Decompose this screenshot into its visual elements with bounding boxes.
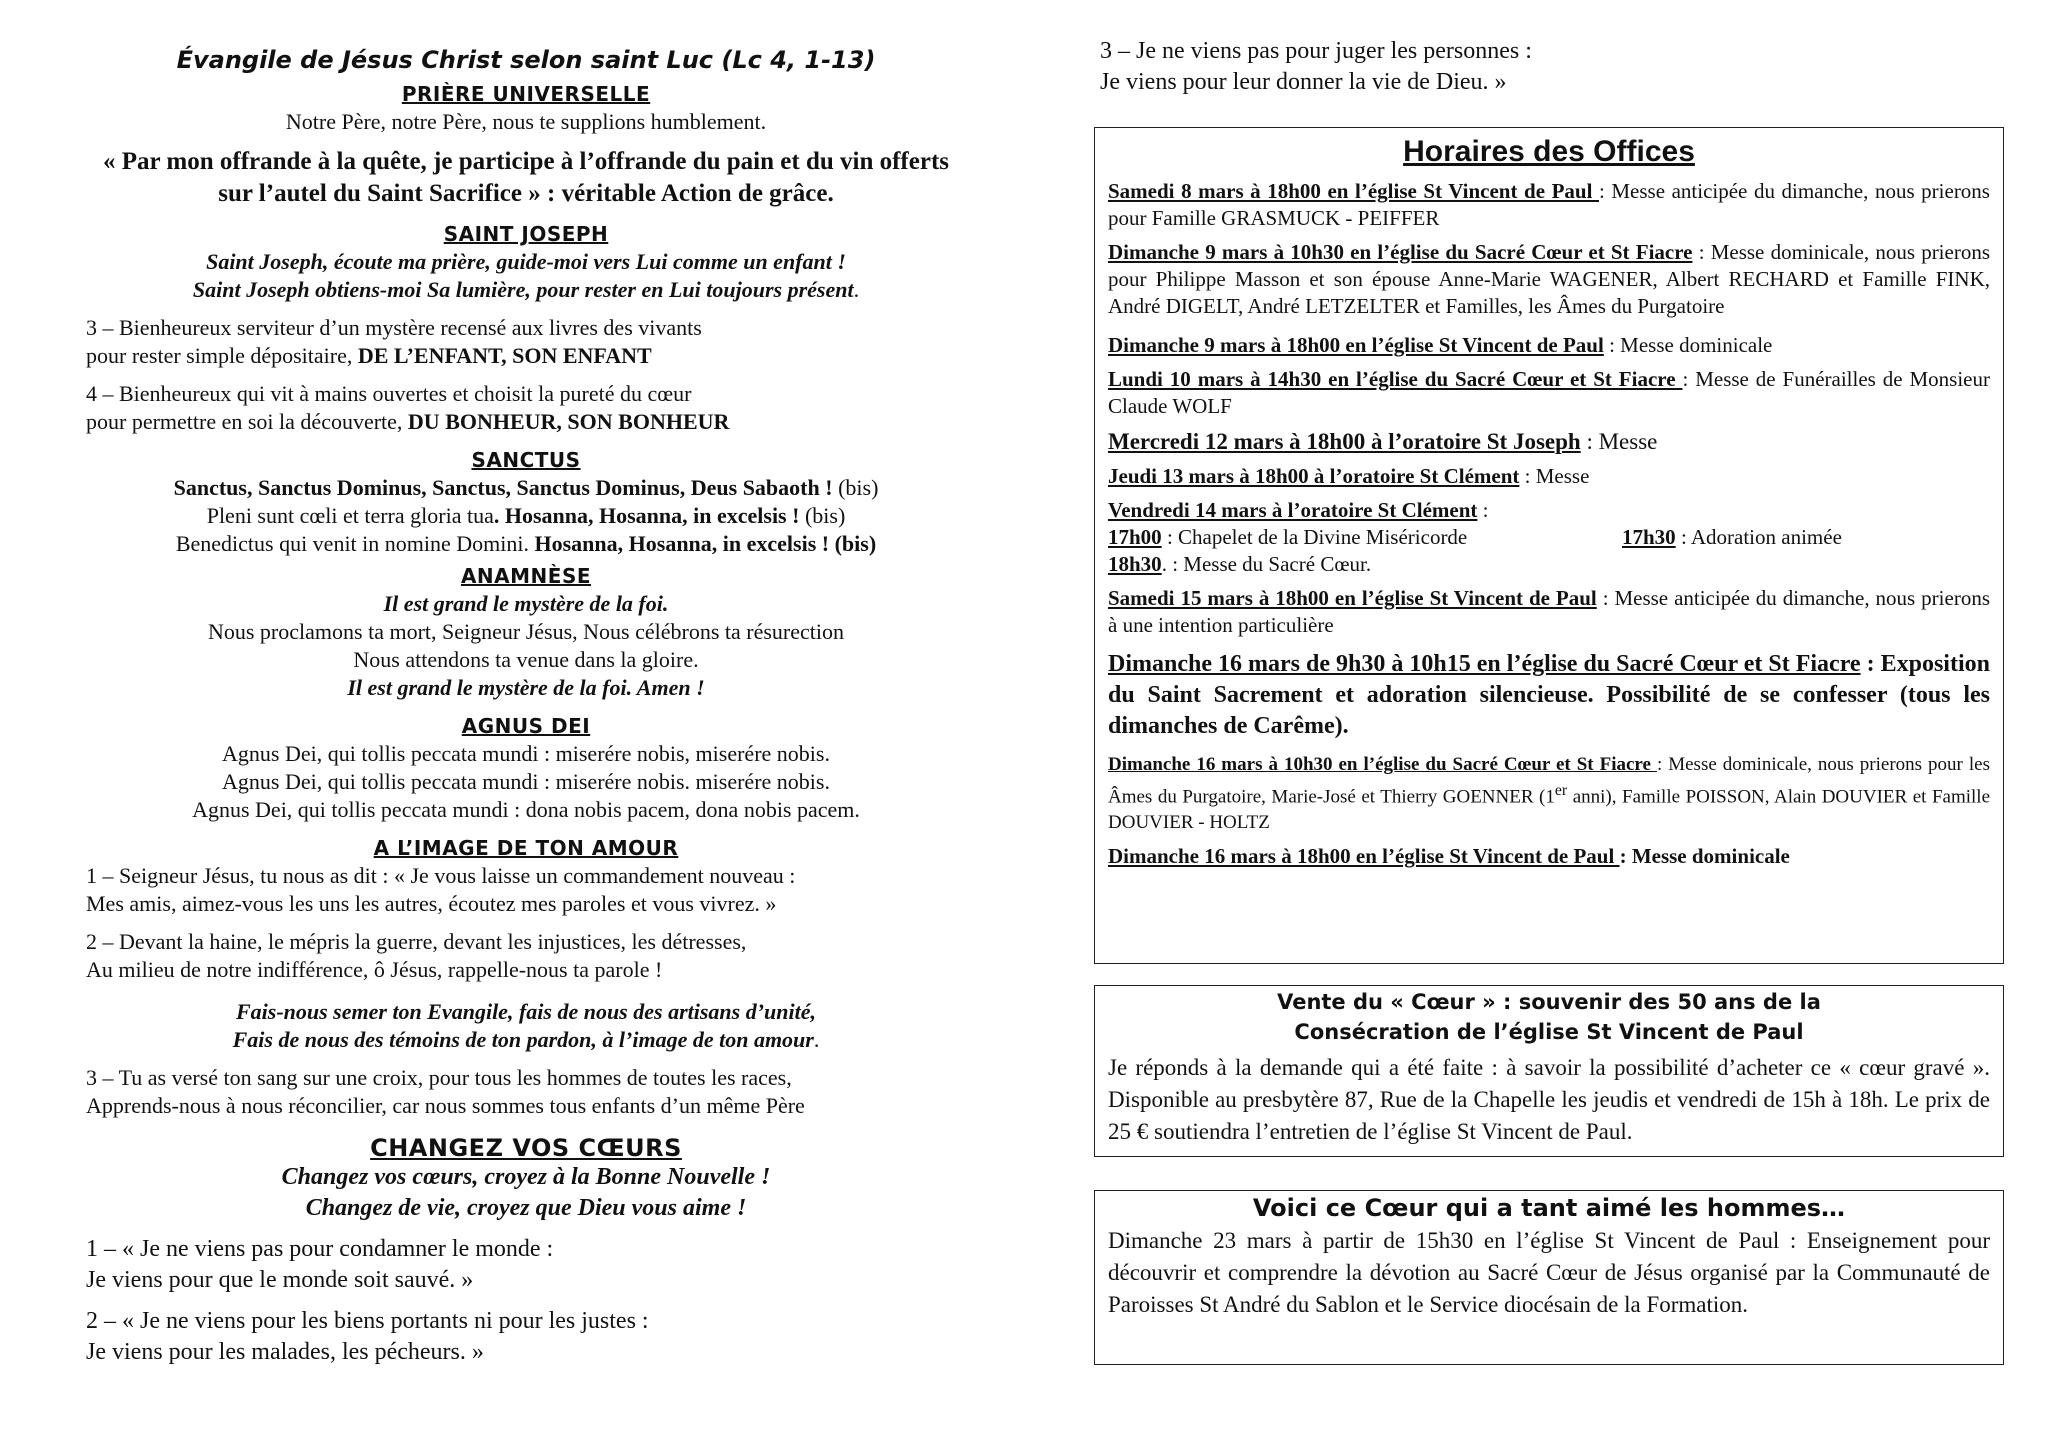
- image-header: A L’IMAGE DE TON AMOUR: [373, 836, 679, 860]
- office-entry-7-t2-text: : Adoration animée: [1675, 525, 1842, 549]
- vente-header-2: Consécration de l’église St Vincent de Paul: [1294, 1020, 1804, 1044]
- office-entry-6-when: Jeudi 13 mars à 18h00 à l’oratoire St Clément: [1108, 464, 1520, 488]
- joseph-verse-4-b-text: pour permettre en soi la découverte,: [86, 409, 408, 434]
- priere-header: PRIÈRE UNIVERSELLE: [401, 82, 651, 106]
- office-entry-6-text: : Messe: [1519, 464, 1590, 488]
- anamnese-line-4: Il est grand le mystère de la foi. Amen !: [347, 675, 705, 700]
- sanctus-line-2: [86, 502, 966, 530]
- office-entry-7-t2: 17h30: [1622, 525, 1676, 549]
- joseph-verse-4-b-bold: DU BONHEUR, SON BONHEUR: [407, 409, 730, 434]
- office-entry-10-when: Dimanche 16 mars à 10h30 en l’église du Sacré Cœur et St Fiacre: [1108, 754, 1657, 775]
- anamnese-line-3: Nous attendons ta venue dans la gloire.: [353, 647, 699, 672]
- image-verse-1-a: 1 – Seigneur Jésus, tu nous as dit : « Je vous laisse un commandement nouveau :: [86, 863, 796, 888]
- joseph-line-2-end: .: [853, 277, 860, 302]
- changez-verse-1: [86, 1234, 966, 1296]
- office-entry-1-text: : Messe anticipée du dimanche, nous prierons pour Famille GRASMUCK - PEIFFER: [1108, 179, 1990, 230]
- anamnese-line-1: Il est grand le mystère de la foi.: [383, 591, 669, 616]
- joseph-line-2: [86, 276, 966, 304]
- joseph-header: SAINT JOSEPH: [443, 222, 609, 246]
- priere-line: Notre Père, notre Père, nous te supplions humblement.: [285, 109, 767, 134]
- office-entry-4: [1108, 366, 1990, 420]
- office-entry-4-text: : Messe de Funérailles de Monsieur Claude WOLF: [1108, 367, 1990, 418]
- office-entry-8: [1108, 585, 1990, 639]
- office-entry-7-head: [1108, 497, 1990, 524]
- office-entry-7-t3: 18h30: [1108, 552, 1162, 576]
- office-entry-7-t1-text: : Chapelet de la Divine Miséricorde: [1161, 525, 1468, 549]
- sanctus-line-3-bold: Hosanna, Hosanna, in excelsis ! (bis): [534, 531, 877, 556]
- office-entry-10-sup: er: [1554, 782, 1568, 799]
- joseph-line-2-text: Saint Joseph obtiens-moi Sa lumière, pour rester en Lui toujours présent: [192, 277, 854, 302]
- image-verse-2-a: 2 – Devant la haine, le mépris la guerre, devant les injustices, les détresses,: [86, 929, 747, 954]
- voici-body: Dimanche 23 mars à partir de 15h30 en l’église St Vincent de Paul : Enseignement pour découvrir et comprendre la dévotion au Sacré Cœur de Jésus organisé par la Communauté de Paroisses St André du Sablon et le Service diocésain de la Formation.: [1108, 1228, 1990, 1317]
- anamnese-header: ANAMNÈSE: [460, 564, 592, 588]
- vente-header-1: Vente du « Cœur » : souvenir des 50 ans de la: [1277, 990, 1821, 1014]
- sanctus-line-2-end: (bis): [799, 503, 846, 528]
- agnus-header: AGNUS DEI: [461, 714, 591, 738]
- office-entry-7-time-1: [1108, 524, 1622, 551]
- office-entry-8-text: : Messe anticipée du dimanche, nous prierons à une intention particulière: [1108, 586, 1990, 637]
- changez-verse-2: [86, 1306, 966, 1368]
- vente-body: Je réponds à la demande qui a été faite : à savoir la possibilité d’acheter ce « cœur gravé ». Disponible au presbytère 87, Rue de la Chapelle les jeudis et vendredi de 15h à 18h. Le prix de 25 € soutiendra l’entretien de l’église St Vincent de Paul.: [1108, 1055, 1990, 1144]
- office-entry-7-t3-text: . : Messe du Sacré Cœur.: [1161, 552, 1372, 576]
- joseph-verse-3-a: 3 – Bienheureux serviteur d’un mystère recensé aux livres des vivants: [86, 315, 702, 340]
- image-refrain-2-text: Fais de nous des témoins de ton pardon, à l’image de ton amour: [232, 1027, 814, 1052]
- sanctus-line-1: [86, 474, 966, 502]
- office-entry-1: [1108, 178, 1990, 232]
- joseph-verse-4: [86, 380, 966, 436]
- changez-verse-3-b: Je viens pour leur donner la vie de Dieu. »: [1100, 69, 1507, 95]
- anamnese-line-2: Nous proclamons ta mort, Seigneur Jésus, Nous célébrons ta résurection: [207, 619, 845, 644]
- office-entry-7-t1: 17h00: [1108, 525, 1162, 549]
- right-column: [1100, 0, 2005, 98]
- office-entry-10-text-b: anni), Famille POISSON, Alain DOUVIER et Famille DOUVIER - HOLTZ: [1108, 786, 1990, 834]
- gospel-title: Évangile de Jésus Christ selon saint Luc (Lc 4, 1-13): [176, 46, 876, 74]
- office-entry-10-text-a: : Messe dominicale, nous prierons pour les Âmes du Purgatoire, Marie-José et Thierry GOENNER (1: [1108, 754, 1990, 808]
- office-entry-3-text: : Messe dominicale: [1603, 333, 1773, 357]
- sanctus-line-2-text: Pleni sunt cœli et terra gloria tua: [206, 503, 494, 528]
- joseph-verse-3-b: [86, 342, 966, 370]
- joseph-verse-3: [86, 314, 966, 370]
- office-entry-9-text: : Exposition du Saint Sacrement et adoration silencieuse. Possibilité de se confesser (tous les dimanches de Carême).: [1108, 651, 1990, 739]
- office-entry-7-when: Vendredi 14 mars à l’oratoire St Clément: [1108, 498, 1478, 522]
- changez-refrain-2: Changez de vie, croyez que Dieu vous aime !: [305, 1195, 747, 1221]
- image-verse-3-b: Apprends-nous à nous réconcilier, car nous sommes tous enfants d’un même Père: [86, 1093, 805, 1118]
- office-entry-6: [1108, 463, 1990, 490]
- office-entry-7: [1108, 497, 1990, 578]
- office-entry-3: [1108, 332, 1990, 359]
- office-entry-7-time-2: [1622, 524, 1842, 551]
- offices-title: Horaires des Offices: [1403, 135, 1695, 168]
- image-verse-3: [86, 1064, 966, 1120]
- offices-box: [1094, 127, 2004, 964]
- voici-box: [1094, 1190, 2004, 1365]
- image-refrain: [86, 998, 966, 1054]
- office-entry-2: [1108, 239, 1990, 320]
- offrande-text: « Par mon offrande à la quête, je participe à l’offrande du pain et du vin offerts sur l’autel du Saint Sacrifice » : véritable Action de grâce.: [102, 148, 949, 207]
- image-refrain-2-end: .: [813, 1027, 820, 1052]
- changez-verse-2-b: Je viens pour les malades, les pécheurs. »: [86, 1339, 484, 1365]
- joseph-verse-3-b-text: pour rester simple dépositaire,: [86, 343, 358, 368]
- image-refrain-1: Fais-nous semer ton Evangile, fais de nous des artisans d’unité,: [235, 999, 817, 1024]
- office-entry-11-text: : Messe dominicale: [1619, 844, 1790, 869]
- office-entry-4-when: Lundi 10 mars à 14h30 en l’église du Sacré Cœur et St Fiacre: [1108, 367, 1683, 391]
- changez-verse-2-a: 2 – « Je ne viens pour les biens portants ni pour les justes :: [86, 1308, 649, 1334]
- office-entry-1-when: Samedi 8 mars à 18h00 en l’église St Vincent de Paul: [1108, 179, 1599, 203]
- agnus-line-2: Agnus Dei, qui tollis peccata mundi : miserére nobis. miserére nobis.: [222, 769, 830, 794]
- sanctus-header: SANCTUS: [471, 448, 581, 472]
- office-entry-10: [1108, 752, 1990, 836]
- image-verse-2-b: Au milieu de notre indifférence, ô Jésus, rappelle-nous ta parole !: [86, 957, 663, 982]
- office-entry-11-when: Dimanche 16 mars à 18h00 en l’église St Vincent de Paul: [1108, 844, 1620, 869]
- sanctus-line-3-text: Benedictus qui venit in nomine Domini.: [175, 531, 535, 556]
- office-entry-2-text: : Messe dominicale, nous prierons pour Philippe Masson et son épouse Anne-Marie WAGENER, Albert RECHARD et Famille FINK, André DIGELT, André LETZELTER et Familles, les Âmes du Purgatoire: [1108, 240, 1991, 318]
- agnus-line-1: Agnus Dei, qui tollis peccata mundi : miserére nobis, miserére nobis.: [222, 741, 830, 766]
- office-entry-9-when: Dimanche 16 mars de 9h30 à 10h15 en l’église du Sacré Cœur et St Fiacre: [1108, 651, 1861, 677]
- joseph-verse-4-b: [86, 408, 966, 436]
- image-verse-3-a: 3 – Tu as versé ton sang sur une croix, pour tous les hommes de toutes les races,: [86, 1065, 792, 1090]
- office-entry-2-when: Dimanche 9 mars à 10h30 en l’église du Sacré Cœur et St Fiacre: [1108, 240, 1693, 264]
- voici-header: Voici ce Cœur qui a tant aimé les hommes…: [1252, 1194, 1846, 1222]
- left-column: [86, 0, 966, 1368]
- sanctus-line-1-bold: Sanctus, Sanctus Dominus, Sanctus, Sanctus Dominus, Deus Sabaoth !: [173, 475, 833, 500]
- joseph-verse-4-a: 4 – Bienheureux qui vit à mains ouvertes et choisit la pureté du cœur: [86, 381, 692, 406]
- sanctus-line-1-end: (bis): [832, 475, 879, 500]
- office-entry-7-time-3: [1108, 551, 1990, 578]
- office-entry-3-when: Dimanche 9 mars à 18h00 en l’église St Vincent de Paul: [1108, 333, 1604, 357]
- changez-header: CHANGEZ VOS CŒURS: [370, 1134, 682, 1162]
- office-entry-5-when: Mercredi 12 mars à 18h00 à l’oratoire St Joseph: [1108, 429, 1581, 454]
- image-verse-1-b: Mes amis, aimez-vous les uns les autres, écoutez mes paroles et vous vivrez. »: [86, 891, 777, 916]
- office-entry-11: [1108, 843, 1990, 870]
- office-entry-5: [1108, 427, 1990, 456]
- office-entry-7-times: [1108, 524, 1990, 551]
- office-entry-8-when: Samedi 15 mars à 18h00 en l’église St Vincent de Paul: [1108, 586, 1597, 610]
- joseph-verse-3-b-bold: DE L’ENFANT, SON ENFANT: [357, 343, 652, 368]
- vente-box: [1094, 985, 2004, 1157]
- office-entry-5-text: : Messe: [1580, 429, 1658, 454]
- sanctus-line-2-bold: . Hosanna, Hosanna, in excelsis !: [493, 503, 800, 528]
- changez-verse-3-a: 3 – Je ne viens pas pour juger les personnes :: [1100, 38, 1532, 64]
- joseph-line-1: Saint Joseph, écoute ma prière, guide-moi vers Lui comme un enfant !: [206, 249, 846, 274]
- sanctus-line-3: [86, 530, 966, 558]
- office-entry-7-text: :: [1477, 498, 1489, 522]
- image-verse-2: [86, 928, 966, 984]
- changez-verse-1-b: Je viens pour que le monde soit sauvé. »: [86, 1267, 474, 1293]
- changez-refrain-1: Changez vos cœurs, croyez à la Bonne Nouvelle !: [281, 1164, 771, 1190]
- office-entry-9: [1108, 649, 1990, 742]
- changez-verse-1-a: 1 – « Je ne viens pas pour condamner le monde :: [86, 1236, 554, 1262]
- image-refrain-2: [86, 1026, 966, 1054]
- agnus-line-3: Agnus Dei, qui tollis peccata mundi : dona nobis pacem, dona nobis pacem.: [192, 797, 860, 822]
